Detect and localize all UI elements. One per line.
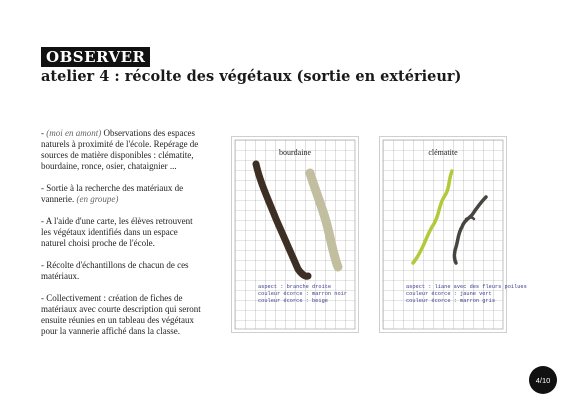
note-line: couleur écorce : marron gris (406, 298, 496, 305)
card-title: bourdaine (279, 148, 311, 157)
note-line: couleur écorce : marron noir (258, 291, 348, 298)
step-1-text: Observations des espaces naturels à proximité de l'école. Repérage de sources de matière disponibles : clématite, bourdaine, ronce, osier, chataignier ... (41, 128, 199, 171)
page-number-badge: 4/10 (529, 366, 557, 394)
instructions-text (41, 128, 201, 348)
material-card-clematite (379, 136, 527, 333)
note-line: couleur écorce : beige (258, 298, 328, 305)
step-1 (41, 128, 201, 172)
step-3: - A l'aide d'une carte, les élèves retrouvent les végétaux identifiés dans un espace naturel choisi proche de l'école. (41, 216, 193, 248)
section-badge: OBSERVER (41, 47, 150, 67)
material-card-bourdaine (231, 136, 359, 333)
card-notes (406, 284, 527, 306)
card-title: clématite (428, 148, 458, 157)
note-line: aspect : liane avec des fleurs poilues (406, 284, 527, 290)
step-2-note: (en groupe) (76, 194, 119, 204)
step-2-text: - Sortie à la recherche des matériaux de vannerie. (41, 183, 184, 204)
note-line: couleur écorce : jaune vert (406, 291, 492, 298)
step-5: - Collectivement : création de fiches de matériaux avec courte description qui seront ensuite réunies en un tableau des végétaux pour la vannerie affiché dans la classe. (41, 293, 201, 336)
step-1-note: (moi en amont) (46, 128, 102, 138)
note-line: aspect : branche droite (258, 284, 332, 290)
step-1-prefix: - (41, 128, 47, 138)
page-title: atelier 4 : récolte des végétaux (sortie en extérieur) (41, 68, 462, 85)
vine-sample-dark-branch (466, 218, 474, 220)
card-notes (258, 284, 347, 306)
step-2 (41, 183, 201, 205)
step-4: - Récolte d'échantillons de chacun de ces matériaux. (41, 260, 189, 281)
